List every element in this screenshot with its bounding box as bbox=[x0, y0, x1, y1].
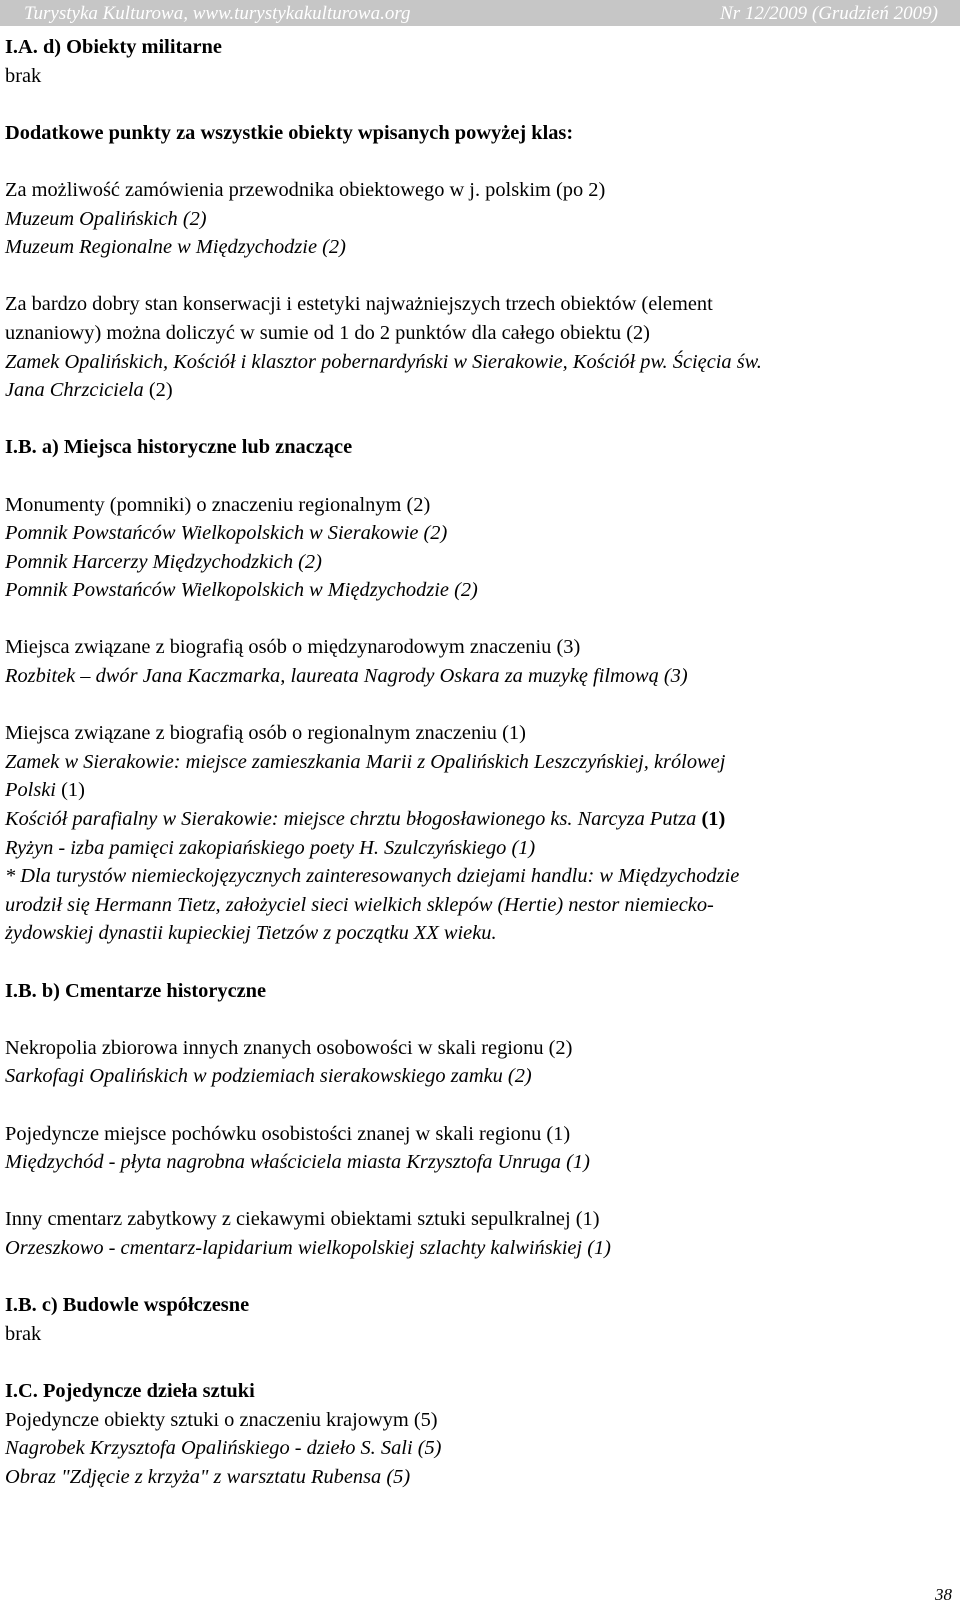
note-line: żydowskiej dynastii kupieckiej Tietzów z początku XX wieku. bbox=[5, 922, 497, 945]
header-issue: Nr 12/2009 (Grudzień 2009) bbox=[720, 2, 938, 24]
example-line: Zamek Opalińskich, Kościół i klasztor pobernardyński w Sierakowie, Kościół pw. Ścięcia św. bbox=[5, 350, 762, 373]
points: (1) bbox=[701, 808, 726, 831]
section-text: brak bbox=[5, 64, 42, 87]
example-text: Jana Chrzciciela bbox=[5, 379, 144, 402]
points: (2) bbox=[148, 379, 173, 402]
criterion-line: Za możliwość zamówienia przewodnika obiektowego w j. polskim (po 2) bbox=[5, 178, 606, 201]
example-line: Orzeszkowo - cmentarz-lapidarium wielkopolskiej szlachty kalwińskiej (1) bbox=[5, 1236, 611, 1259]
example-line: Pomnik Powstańców Wielkopolskich w Międzychodzie (2) bbox=[5, 579, 478, 602]
example-line: Muzeum Opalińskich (2) bbox=[5, 207, 207, 230]
example-line: Rozbitek – dwór Jana Kaczmarka, laureata Nagrody Oskara za muzykę filmową (3) bbox=[5, 665, 688, 688]
criterion-line: Monumenty (pomniki) o znaczeniu regionalnym (2) bbox=[5, 493, 431, 516]
running-header bbox=[0, 0, 960, 26]
note-line: * Dla turystów niemieckojęzycznych zainteresowanych dziejami handlu: w Międzychodzie bbox=[5, 865, 740, 888]
example-line: Pomnik Harcerzy Międzychodzkich (2) bbox=[5, 550, 322, 573]
example-line: Zamek w Sierakowie: miejsce zamieszkania Marii z Opalińskich Leszczyńskiej, królowej bbox=[5, 750, 726, 773]
example-line: Obraz "Zdjęcie z krzyża" z warsztatu Rubensa (5) bbox=[5, 1465, 411, 1488]
note-line: urodził się Hermann Tietz, założyciel sieci wielkich sklepów (Hertie) nestor niemiecko- bbox=[5, 893, 714, 916]
example-text: Kościół parafialny w Sierakowie: miejsce chrztu błogosławionego ks. Narcyza Putza bbox=[5, 808, 697, 831]
example-line: Ryżyn - izba pamięci zakopiańskiego poety H. Szulczyńskiego (1) bbox=[5, 836, 536, 859]
criterion-line: Miejsca związane z biografią osób o regionalnym znaczeniu (1) bbox=[5, 722, 526, 745]
page-number: 38 bbox=[935, 1585, 952, 1604]
criterion-line: Miejsca związane z biografią osób o międzynarodowym znaczeniu (3) bbox=[5, 636, 581, 659]
example-line: Międzychód - płyta nagrobna właściciela miasta Krzysztofa Unruga (1) bbox=[5, 1151, 590, 1174]
example-line bbox=[5, 376, 930, 405]
criterion-line: Nekropolia zbiorowa innych znanych osobowości w skali regionu (2) bbox=[5, 1036, 573, 1059]
section-title-miejsca: I.B. a) Miejsca historyczne lub znaczące bbox=[5, 436, 353, 459]
example-line: Nagrobek Krzysztofa Opalińskiego - dzieło S. Sali (5) bbox=[5, 1437, 442, 1460]
criterion-line: Inny cmentarz zabytkowy z ciekawymi obiektami sztuki sepulkralnej (1) bbox=[5, 1208, 600, 1231]
example-line: Sarkofagi Opalińskich w podziemiach sierakowskiego zamku (2) bbox=[5, 1065, 532, 1088]
criterion-line: Pojedyncze obiekty sztuki o znaczeniu krajowym (5) bbox=[5, 1408, 438, 1431]
criterion-line: Za bardzo dobry stan konserwacji i estetyki najważniejszych trzech obiektów (element bbox=[5, 293, 713, 316]
section-title-cmentarze: I.B. b) Cmentarze historyczne bbox=[5, 979, 267, 1002]
section-title-dodatkowe: Dodatkowe punkty za wszystkie obiekty wpisanych powyżej klas: bbox=[5, 121, 574, 144]
example-line: Muzeum Regionalne w Międzychodzie (2) bbox=[5, 236, 346, 259]
section-title-budowle: I.B. c) Budowle współczesne bbox=[5, 1294, 250, 1317]
points: (1) bbox=[61, 779, 85, 802]
section-title-dziela: I.C. Pojedyncze dzieła sztuki bbox=[5, 1379, 255, 1402]
example-line: Pomnik Powstańców Wielkopolskich w Sierakowie (2) bbox=[5, 522, 448, 545]
page-content bbox=[5, 33, 930, 1491]
header-journal: Turystyka Kulturowa, www.turystykakulturowa.org bbox=[24, 2, 411, 24]
criterion-line: uznaniowy) można doliczyć w sumie od 1 do 2 punktów dla całego obiektu (2) bbox=[5, 321, 650, 344]
example-text: Polski bbox=[5, 779, 56, 802]
section-text: brak bbox=[5, 1322, 42, 1345]
example-line bbox=[5, 805, 930, 834]
criterion-line: Pojedyncze miejsce pochówku osobistości znanej w skali regionu (1) bbox=[5, 1122, 571, 1145]
example-line bbox=[5, 776, 930, 805]
section-title-militarne: I.A. d) Obiekty militarne bbox=[5, 36, 222, 58]
